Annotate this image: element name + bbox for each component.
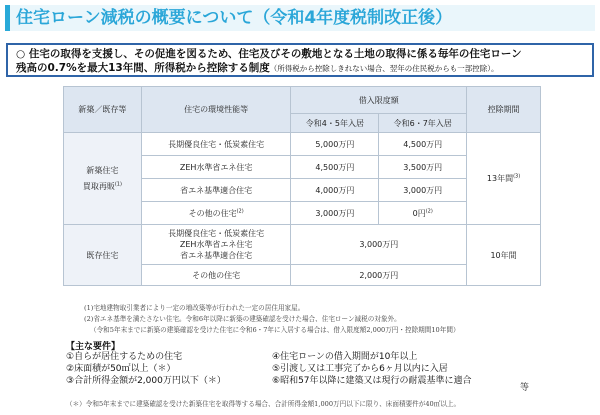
summary-note: （所得税から控除しきれない場合、翌年の住民税からも一部控除）。 bbox=[269, 64, 499, 73]
requirement-item: ④住宅ローンの借入期間が10年以上 bbox=[272, 352, 418, 362]
requirements-right bbox=[272, 351, 472, 387]
existing-housing-label: 既存住宅 bbox=[64, 225, 142, 286]
summary-line-2 bbox=[16, 61, 584, 76]
housing-type: その他の住宅 bbox=[141, 265, 291, 286]
new-housing-period bbox=[467, 133, 541, 225]
new-period-text: 13年間 bbox=[486, 174, 514, 183]
header-limit-r45: 令和4・5年入居 bbox=[291, 114, 379, 133]
table-row bbox=[64, 133, 541, 156]
note-line: (2)省エネ基準を満たさない住宅。令和6年以降に新築の建築確認を受けた場合、住宅ローン減税の対象外。 bbox=[84, 315, 401, 323]
housing-type-multi bbox=[141, 225, 291, 265]
new-housing-sup: (1) bbox=[114, 181, 122, 188]
header-limit: 借入限度額 bbox=[291, 87, 467, 114]
requirements-left bbox=[66, 351, 226, 387]
requirement-item: ①自らが居住するための住宅 bbox=[66, 352, 183, 362]
limit-zero-text: 0円 bbox=[412, 208, 426, 218]
limit-value: 3,000万円 bbox=[379, 179, 467, 202]
table-notes bbox=[84, 303, 584, 336]
table-row bbox=[64, 225, 541, 265]
header-limit-r67: 令和6・7年入居 bbox=[379, 114, 467, 133]
limit-value: 5,000万円 bbox=[291, 133, 379, 156]
requirement-item: ⑤引渡し又は工事完了から6ヶ月以内に入居 bbox=[272, 364, 448, 374]
tax-credit-table bbox=[63, 86, 541, 286]
limit-value: 4,500万円 bbox=[291, 156, 379, 179]
housing-type: 省エネ基準適合住宅 bbox=[141, 179, 291, 202]
housing-type-line: 長期優良住宅・低炭素住宅 bbox=[168, 229, 265, 238]
summary-box bbox=[6, 43, 594, 77]
header-category: 新築／既存等 bbox=[64, 87, 142, 133]
header-period: 控除期間 bbox=[467, 87, 541, 133]
limit-value-zero bbox=[379, 202, 467, 225]
summary-line-1: ○ 住宅の取得を支援し、その促進を図るため、住宅及びその敷地となる土地の取得に係る毎年の住宅ローン bbox=[16, 48, 522, 60]
requirement-item: ③合計所得金額が2,000万円以下（＊） bbox=[66, 376, 226, 386]
housing-type-other-text: その他の住宅 bbox=[188, 208, 237, 218]
note-line: （令和5年末までに新築の建築確認を受けた住宅に令和6・7年に入居する場合は、借入限度額2,000万円・控除期間10年間） bbox=[90, 326, 460, 334]
requirement-item: ②床面積が50㎡以上（＊） bbox=[66, 364, 176, 374]
requirements-footnote: （＊）令和5年末までに建築確認を受けた新築住宅を取得等する場合、合計所得金額1,000万円以下に限り、床面積要件が40㎡以上。 bbox=[66, 400, 461, 408]
limit-value: 4,500万円 bbox=[379, 133, 467, 156]
housing-type: ZEH水準省エネ住宅 bbox=[141, 156, 291, 179]
requirements-title: 【主な要件】 bbox=[66, 342, 121, 352]
new-housing-label-line2-wrap bbox=[64, 181, 141, 192]
limit-value: 3,000万円 bbox=[291, 225, 467, 265]
housing-type-other bbox=[141, 202, 291, 225]
note-line: (1)宅地建物取引業者により一定の増改築等が行われた一定の居住用家屋。 bbox=[84, 304, 305, 312]
new-housing-label bbox=[64, 133, 142, 225]
limit-zero-sup: (2) bbox=[425, 207, 433, 214]
new-housing-label-line2: 買取再販 bbox=[82, 182, 115, 191]
housing-type-line: 省エネ基準適合住宅 bbox=[180, 251, 253, 260]
limit-value: 3,000万円 bbox=[291, 202, 379, 225]
housing-type-line: ZEH水準省エネ住宅 bbox=[179, 240, 253, 249]
page-title: 住宅ローン減税の概要について（令和4年度税制改正後） bbox=[5, 5, 595, 31]
requirements-etc: 等 bbox=[520, 383, 530, 393]
limit-value: 4,000万円 bbox=[291, 179, 379, 202]
header-performance: 住宅の環境性能等 bbox=[141, 87, 291, 133]
limit-value: 2,000万円 bbox=[291, 265, 467, 286]
housing-type: 長期優良住宅・低炭素住宅 bbox=[141, 133, 291, 156]
new-housing-label-line1: 新築住宅 bbox=[86, 166, 119, 175]
housing-type-other-sup: (2) bbox=[236, 207, 244, 214]
limit-value: 3,500万円 bbox=[379, 156, 467, 179]
new-period-sup: (3) bbox=[513, 173, 521, 180]
summary-line-2-text: 残高の0.7%を最大13年間、所得税から控除する制度 bbox=[16, 62, 270, 74]
requirement-item: ⑥昭和57年以降に建築又は現行の耐震基準に適合 bbox=[272, 376, 472, 386]
existing-housing-period: 10年間 bbox=[467, 225, 541, 286]
